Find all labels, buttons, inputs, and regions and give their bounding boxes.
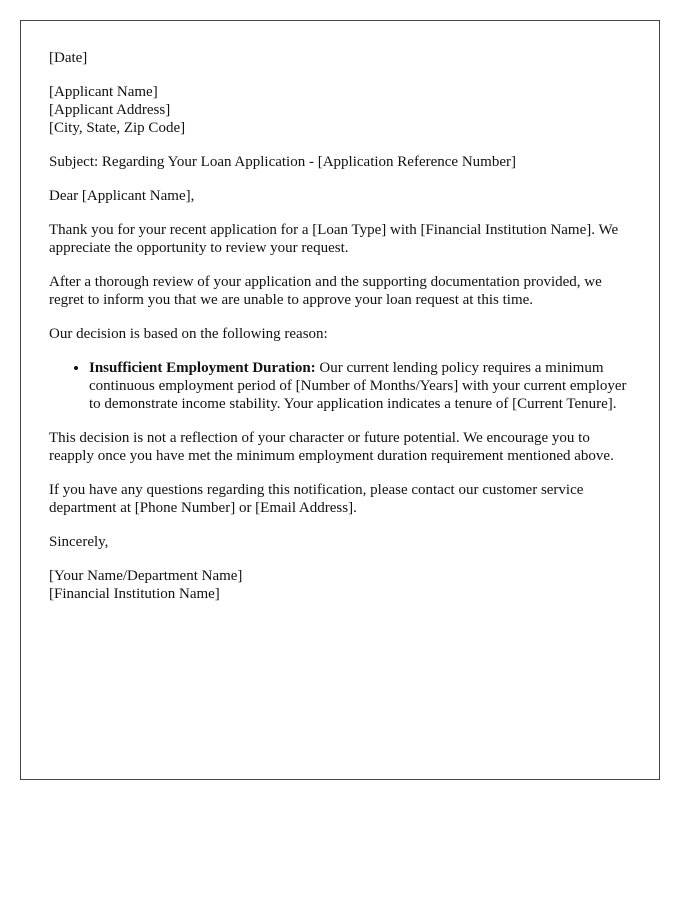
letter-salutation: Dear [Applicant Name], — [49, 188, 195, 204]
letter-closing: Sincerely, — [49, 534, 109, 550]
letter-body — [49, 49, 631, 603]
recipient-address: [Applicant Address] — [49, 102, 171, 118]
recipient-block — [49, 83, 631, 137]
letter-date: [Date] — [49, 50, 88, 66]
paragraph-decision: After a thorough review of your application and the supporting documentation provided, we regret to inform you that we are unable to approve your loan request at this time. — [49, 274, 602, 308]
paragraph-contact: If you have any questions regarding this notification, please contact our customer service department at [Phone Number] or [Email Address]. — [49, 482, 584, 516]
reason-list — [49, 359, 631, 413]
reason-title: Insufficient Employment Duration: — [89, 360, 316, 376]
recipient-city-state-zip: [City, State, Zip Code] — [49, 120, 186, 136]
paragraph-encouragement: This decision is not a reflection of your character or future potential. We encourage you to reapply once you have met the minimum employment duration requirement mentioned above. — [49, 430, 614, 464]
letter-page — [20, 20, 660, 780]
recipient-name: [Applicant Name] — [49, 84, 158, 100]
signature-block — [49, 567, 631, 603]
signature-institution: [Financial Institution Name] — [49, 586, 220, 602]
signature-name-department: [Your Name/Department Name] — [49, 568, 243, 584]
reason-item — [89, 359, 631, 413]
paragraph-thank-you: Thank you for your recent application for a [Loan Type] with [Financial Institution Name]. We appreciate the opportunity to review your request. — [49, 222, 619, 256]
letter-subject: Subject: Regarding Your Loan Application - [Application Reference Number] — [49, 154, 516, 170]
paragraph-reason-intro: Our decision is based on the following reason: — [49, 326, 328, 342]
reason-text: Our current lending policy requires a minimum continuous employment period of [Number of Months/Years] with your current employer to demonstrate income stability. Your application indicates a tenure of [Current Tenure]. — [89, 360, 627, 412]
